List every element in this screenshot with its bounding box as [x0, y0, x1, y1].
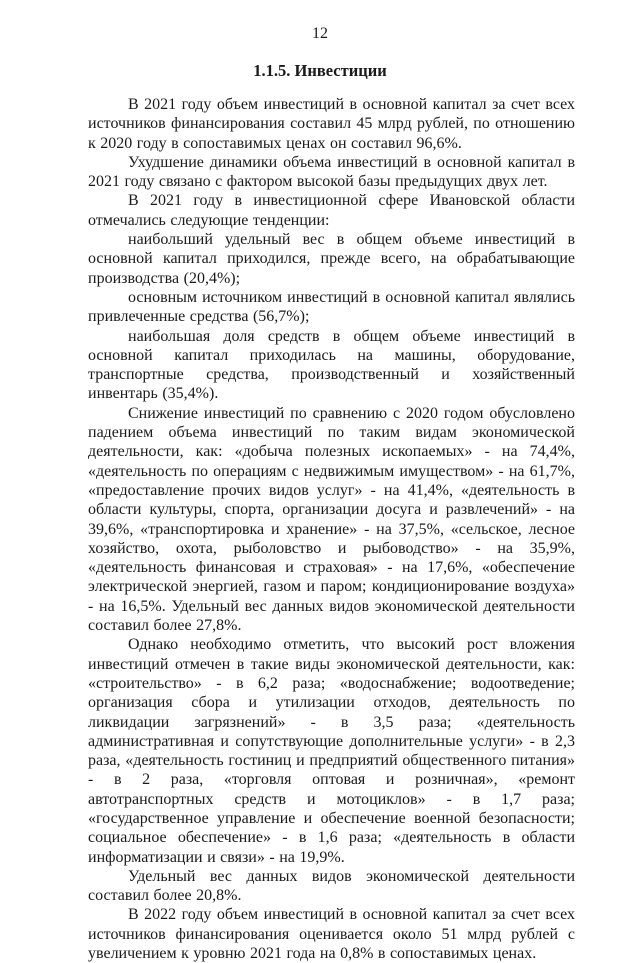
- paragraph: В 2021 году в инвестиционной сфере Ивановской области отмечались следующие тенденции:: [88, 192, 575, 229]
- document-page: [0, 24, 640, 963]
- section-heading: 1.1.5. Инвестиции: [253, 61, 387, 80]
- paragraph: В 2022 году объем инвестиций в основной капитал за счет всех источников финансирования оценивается около 51 млрд рублей с увеличением к уровню 2021 года на 0,8% в сопоставимых ценах.: [88, 906, 575, 963]
- page-number: 12: [312, 25, 328, 42]
- paragraph: В 2021 году объем инвестиций в основной капитал за счет всех источников финансирования составил 45 млрд рублей, по отношению к 2020 году в сопоставимых ценах он составил 96,6%.: [88, 96, 575, 152]
- document-body: [0, 95, 640, 963]
- paragraph: Снижение инвестиций по сравнению с 2020 годом обусловлено падением объема инвестиций по таким видам экономической деятельности, как: «добыча полезных ископаемых» - на 74,4%, «деятельность по операциям с недвижимым имуществом» - на 61,7%, «предоставление прочих видов услуг» - на 41,4%, «деятельность в области культуры, спорта, организации досуга и развлечений» - на 39,6%, «транспортировка и хранение» - на 37,5%, «сельское, лесное хозяйство, охота, рыболовство и рыбоводство» - на 35,9%, «деятельность финансовая и страховая» - на 17,6%, «обеспечение электрической энергией, газом и паром; кондиционирование воздуха» - на 16,5%. Удельный вес данных видов экономической деятельности составил более 27,8%.: [88, 404, 575, 635]
- paragraph: наибольшая доля средств в общем объеме инвестиций в основной капитал приходилась на машины, оборудование, транспортные средства, производственный и хозяйственный инвентарь (35,4%).: [88, 327, 575, 403]
- paragraph: основным источником инвестиций в основной капитал являлись привлеченные средства (56,7%);: [88, 288, 575, 326]
- paragraph: Ухудшение динамики объема инвестиций в основной капитал в 2021 году связано с фактором высокой базы предыдущих двух лет.: [88, 153, 575, 191]
- paragraph: Удельный вес данных видов экономической деятельности составил более 20,8%.: [88, 867, 575, 905]
- paragraph: наибольший удельный вес в общем объеме инвестиций в основной капитал приходился, прежде всего, на обрабатывающие производства (20,4%);: [88, 231, 575, 287]
- paragraph: Однако необходимо отметить, что высокий рост вложения инвестиций отмечен в такие виды экономической деятельности, как: «строительство» - в 6,2 раза; «водоснабжение; водоотведение; организация сбора и утилизации отходов, деятельность по ликвидации загрязнений» - в 3,5 раза; «деятельность административная и сопутствующие дополнительные услуги» - в 2,3 раза, «деятельность гостиниц и предприятий общественного питания» - в 2 раза, «торговля оптовая и розничная», «ремонт автотранспортных средств и мотоциклов» - в 1,7 раза; «государственное управление и обеспечение военной безопасности; социальное обеспечение» - в 1,6 раза; «деятельность в области информатизации и связи» - на 19,9%.: [88, 636, 575, 866]
